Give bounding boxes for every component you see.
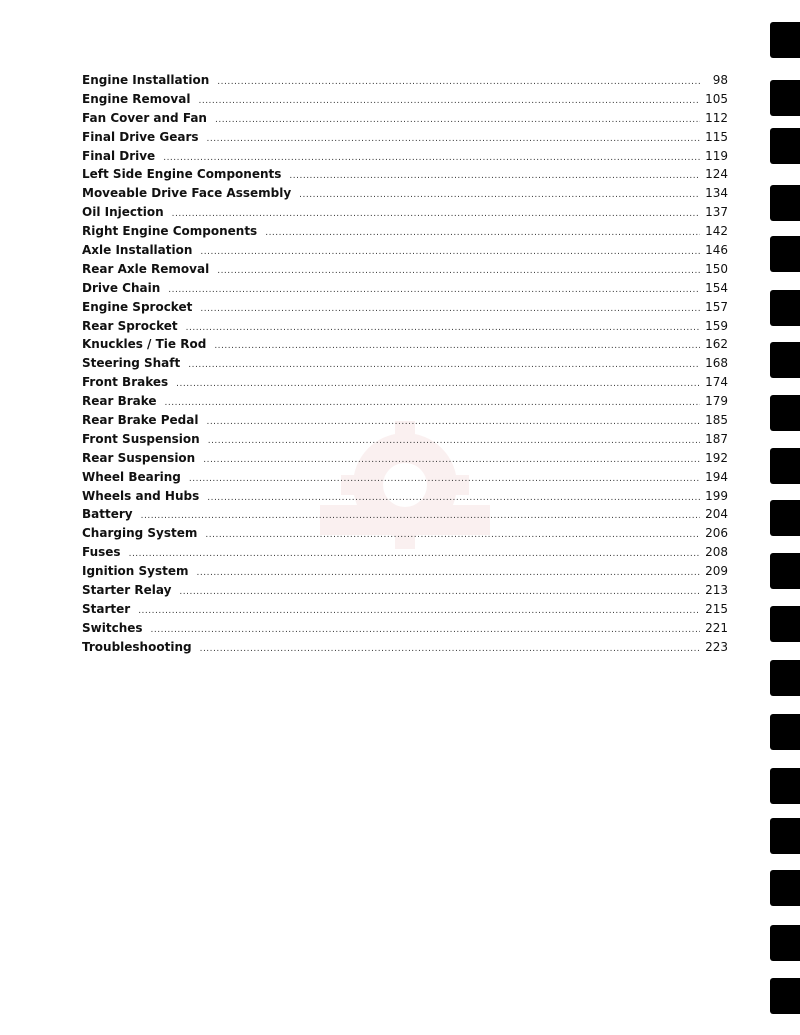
- toc-entry-title: Wheels and Hubs: [82, 488, 200, 503]
- toc-entry-title: Rear Suspension: [82, 450, 196, 465]
- toc-entry-page-number: 150: [705, 261, 728, 276]
- index-tab: [770, 185, 800, 221]
- toc-dot-leader: [151, 621, 700, 640]
- toc-dot-leader: [289, 167, 700, 186]
- toc-entry-title: Rear Brake Pedal: [82, 413, 199, 428]
- index-tab: [770, 660, 800, 696]
- toc-entry-title: Front Suspension: [82, 431, 200, 446]
- index-tab: [770, 128, 800, 164]
- toc-entry-page-number: 112: [705, 110, 728, 125]
- toc-entry[interactable]: [82, 222, 728, 241]
- toc-entry-page-number: 204: [705, 507, 728, 522]
- toc-dot-leader: [200, 640, 700, 659]
- toc-entry-page-number: 134: [705, 186, 728, 201]
- index-tab: [770, 978, 800, 1014]
- toc-entry-title: Engine Sprocket: [82, 299, 193, 314]
- index-tab: [770, 22, 800, 58]
- index-tab: [770, 606, 800, 642]
- toc-entry[interactable]: [82, 109, 728, 128]
- toc-entry-title: Rear Axle Removal: [82, 261, 210, 276]
- toc-dot-leader: [265, 224, 700, 243]
- toc-entry-page-number: 137: [705, 205, 728, 220]
- toc-entry[interactable]: [82, 562, 728, 581]
- toc-entry[interactable]: [82, 279, 728, 298]
- toc-entry-title: Starter Relay: [82, 583, 172, 598]
- toc-dot-leader: [141, 507, 700, 526]
- toc-dot-leader: [186, 319, 700, 338]
- toc-entry[interactable]: [82, 90, 728, 109]
- toc-dot-leader: [206, 413, 700, 432]
- toc-entry-title: Fan Cover and Fan: [82, 110, 207, 125]
- toc-dot-leader: [207, 489, 700, 508]
- toc-entry[interactable]: [82, 543, 728, 562]
- toc-entry[interactable]: [82, 524, 728, 543]
- index-tab: [770, 553, 800, 589]
- toc-dot-leader: [138, 602, 700, 621]
- toc-entry-title: Steering Shaft: [82, 356, 181, 371]
- index-tab-strip: [760, 0, 800, 1035]
- toc-entry[interactable]: [82, 354, 728, 373]
- toc-entry-title: Engine Installation: [82, 73, 210, 87]
- toc-entry-page-number: 185: [705, 413, 728, 428]
- index-tab: [770, 870, 800, 906]
- toc-dot-leader: [200, 243, 700, 262]
- toc-dot-leader: [197, 564, 700, 583]
- toc-entry[interactable]: [82, 165, 728, 184]
- toc-entry-title: Moveable Drive Face Assembly: [82, 186, 292, 201]
- toc-entry[interactable]: [82, 487, 728, 506]
- toc-entry-page-number: 179: [705, 394, 728, 409]
- toc-entry-title: Battery: [82, 507, 133, 522]
- index-tab: [770, 395, 800, 431]
- toc-entry-title: Troubleshooting: [82, 639, 192, 654]
- toc-entry-page-number: 98: [712, 73, 728, 87]
- index-tab: [770, 342, 800, 378]
- toc-entry-page-number: 157: [705, 299, 728, 314]
- toc-entry-title: Knuckles / Tie Rod: [82, 337, 207, 352]
- toc-entry-page-number: 209: [705, 564, 728, 579]
- toc-entry-title: Engine Removal: [82, 91, 191, 106]
- toc-entry[interactable]: [82, 430, 728, 449]
- toc-entry-title: Charging System: [82, 526, 198, 541]
- toc-entry-title: Rear Sprocket: [82, 318, 178, 333]
- toc-entry-page-number: 115: [705, 129, 728, 144]
- toc-entry-page-number: 208: [705, 545, 728, 560]
- toc-entry-title: Right Engine Components: [82, 224, 258, 239]
- toc-dot-leader: [214, 337, 700, 356]
- toc-dot-leader: [179, 583, 700, 602]
- toc-dot-leader: [165, 394, 700, 413]
- toc-entry[interactable]: [82, 468, 728, 487]
- toc-dot-leader: [203, 451, 700, 470]
- toc-dot-leader: [215, 111, 700, 130]
- toc-entry-page-number: 187: [705, 431, 728, 446]
- toc-entry-title: Oil Injection: [82, 205, 164, 220]
- toc-entry[interactable]: [82, 260, 728, 279]
- toc-entry-page-number: 174: [705, 375, 728, 390]
- toc-entry-page-number: 223: [705, 639, 728, 654]
- toc-dot-leader: [207, 130, 700, 149]
- toc-entry-page-number: 206: [705, 526, 728, 541]
- index-tab: [770, 236, 800, 272]
- toc-dot-leader: [189, 470, 700, 489]
- toc-entry[interactable]: [82, 600, 728, 619]
- toc-entry[interactable]: [82, 392, 728, 411]
- toc-entry-title: Axle Installation: [82, 243, 193, 258]
- toc-entry[interactable]: [82, 241, 728, 260]
- toc-entry[interactable]: [82, 203, 728, 222]
- toc-dot-leader: [208, 432, 700, 451]
- toc-entry-page-number: 221: [705, 620, 728, 635]
- toc-entry-page-number: 146: [705, 243, 728, 258]
- toc-entry[interactable]: [82, 128, 728, 147]
- index-tab: [770, 80, 800, 116]
- toc-entry-page-number: 119: [705, 148, 728, 163]
- toc-dot-leader: [299, 186, 700, 205]
- toc-entry-title: Front Brakes: [82, 375, 169, 390]
- toc-entry-title: Ignition System: [82, 564, 189, 579]
- table-of-contents: [82, 71, 728, 657]
- toc-entry-title: Left Side Engine Components: [82, 167, 282, 182]
- toc-entry-page-number: 142: [705, 224, 728, 239]
- toc-entry[interactable]: [82, 298, 728, 317]
- toc-entry-title: Switches: [82, 620, 143, 635]
- toc-dot-leader: [168, 281, 700, 300]
- index-tab: [770, 714, 800, 750]
- index-tab: [770, 500, 800, 536]
- toc-entry[interactable]: [82, 147, 728, 166]
- toc-entry-title: Final Drive Gears: [82, 129, 199, 144]
- toc-entry[interactable]: [82, 184, 728, 203]
- toc-entry-page-number: 124: [705, 167, 728, 182]
- toc-dot-leader: [188, 356, 700, 375]
- toc-dot-leader: [205, 526, 700, 545]
- toc-entry[interactable]: [82, 449, 728, 468]
- toc-entry[interactable]: [82, 411, 728, 430]
- toc-entry-title: Final Drive: [82, 148, 156, 163]
- toc-dot-leader: [217, 73, 700, 92]
- toc-entry[interactable]: [82, 581, 728, 600]
- toc-entry-page-number: 154: [705, 280, 728, 295]
- toc-entry-title: Fuses: [82, 545, 121, 560]
- toc-entry-page-number: 199: [705, 488, 728, 503]
- toc-dot-leader: [198, 92, 700, 111]
- toc-entry-page-number: 105: [705, 91, 728, 106]
- toc-entry-page-number: 162: [705, 337, 728, 352]
- toc-entry-title: Rear Brake: [82, 394, 157, 409]
- index-tab: [770, 290, 800, 326]
- index-tab: [770, 925, 800, 961]
- toc-entry-title: Starter: [82, 601, 131, 616]
- toc-entry-page-number: 168: [705, 356, 728, 371]
- toc-entry[interactable]: [82, 71, 728, 90]
- toc-dot-leader: [217, 262, 700, 281]
- toc-entry-title: Wheel Bearing: [82, 469, 181, 484]
- toc-entry[interactable]: [82, 638, 728, 657]
- toc-entry[interactable]: [82, 373, 728, 392]
- index-tab: [770, 448, 800, 484]
- toc-dot-leader: [129, 545, 700, 564]
- toc-dot-leader: [200, 300, 700, 319]
- index-tab: [770, 768, 800, 804]
- toc-entry[interactable]: [82, 619, 728, 638]
- toc-entry-page-number: 215: [705, 601, 728, 616]
- toc-entry-page-number: 194: [705, 469, 728, 484]
- toc-dot-leader: [176, 375, 700, 394]
- toc-entry-page-number: 213: [705, 583, 728, 598]
- toc-entry[interactable]: [82, 317, 728, 336]
- toc-entry-page-number: 192: [705, 450, 728, 465]
- toc-entry[interactable]: [82, 505, 728, 524]
- index-tab: [770, 818, 800, 854]
- toc-entry-title: Drive Chain: [82, 280, 161, 295]
- toc-entry[interactable]: [82, 335, 728, 354]
- toc-entry-page-number: 159: [705, 318, 728, 333]
